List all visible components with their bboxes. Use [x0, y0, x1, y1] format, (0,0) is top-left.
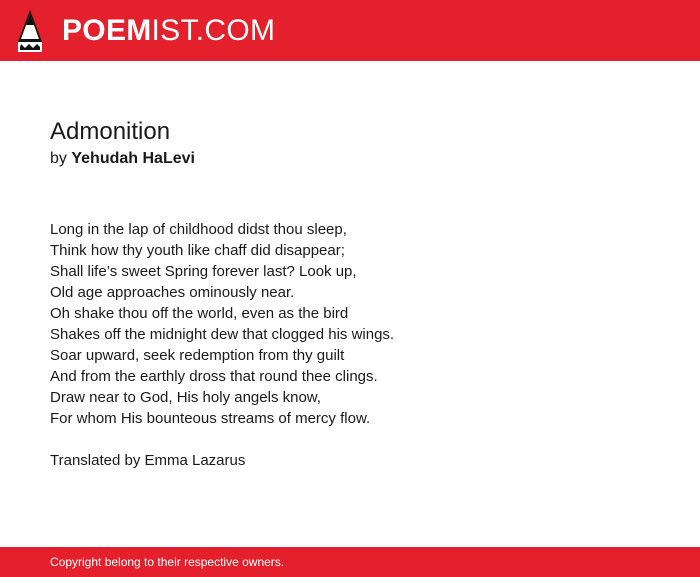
poem-line: Shall life’s sweet Spring forever last? Look up, — [50, 263, 357, 280]
poem-line: Soar upward, seek redemption from thy guilt — [50, 347, 345, 364]
site-logo-link[interactable] — [18, 10, 275, 52]
brand-bold-part: POEM — [62, 14, 152, 47]
poem-line: For whom His bounteous streams of mercy flow. — [50, 410, 371, 427]
pencil-tip-icon — [18, 10, 42, 52]
poem-line: Long in the lap of childhood didst thou sleep, — [50, 221, 347, 238]
translator-credit: Translated by Emma Lazarus — [50, 452, 246, 469]
poem-line: Oh shake thou off the world, even as the bird — [50, 305, 349, 322]
brand-light-part: IST.COM — [151, 14, 276, 47]
poem-author: Yehudah HaLevi — [71, 150, 195, 167]
copyright-text: Copyright belong to their respective owners. — [50, 555, 285, 569]
poem-line: Shakes off the midnight dew that clogged his wings. — [50, 326, 395, 343]
poem-title: Admonition — [50, 118, 171, 145]
poem-content — [50, 117, 650, 471]
poem-byline — [50, 148, 650, 170]
poem-line: Draw near to God, His holy angels know, — [50, 389, 321, 406]
poem-body — [50, 219, 650, 429]
poem-line: Old age approaches ominously near. — [50, 284, 295, 301]
by-label: by — [50, 150, 67, 167]
site-brand — [62, 10, 275, 52]
site-header — [0, 0, 700, 61]
site-footer — [0, 547, 700, 577]
poem-line: And from the earthly dross that round thee clings. — [50, 368, 378, 385]
poem-line: Think how thy youth like chaff did disappear; — [50, 242, 345, 259]
